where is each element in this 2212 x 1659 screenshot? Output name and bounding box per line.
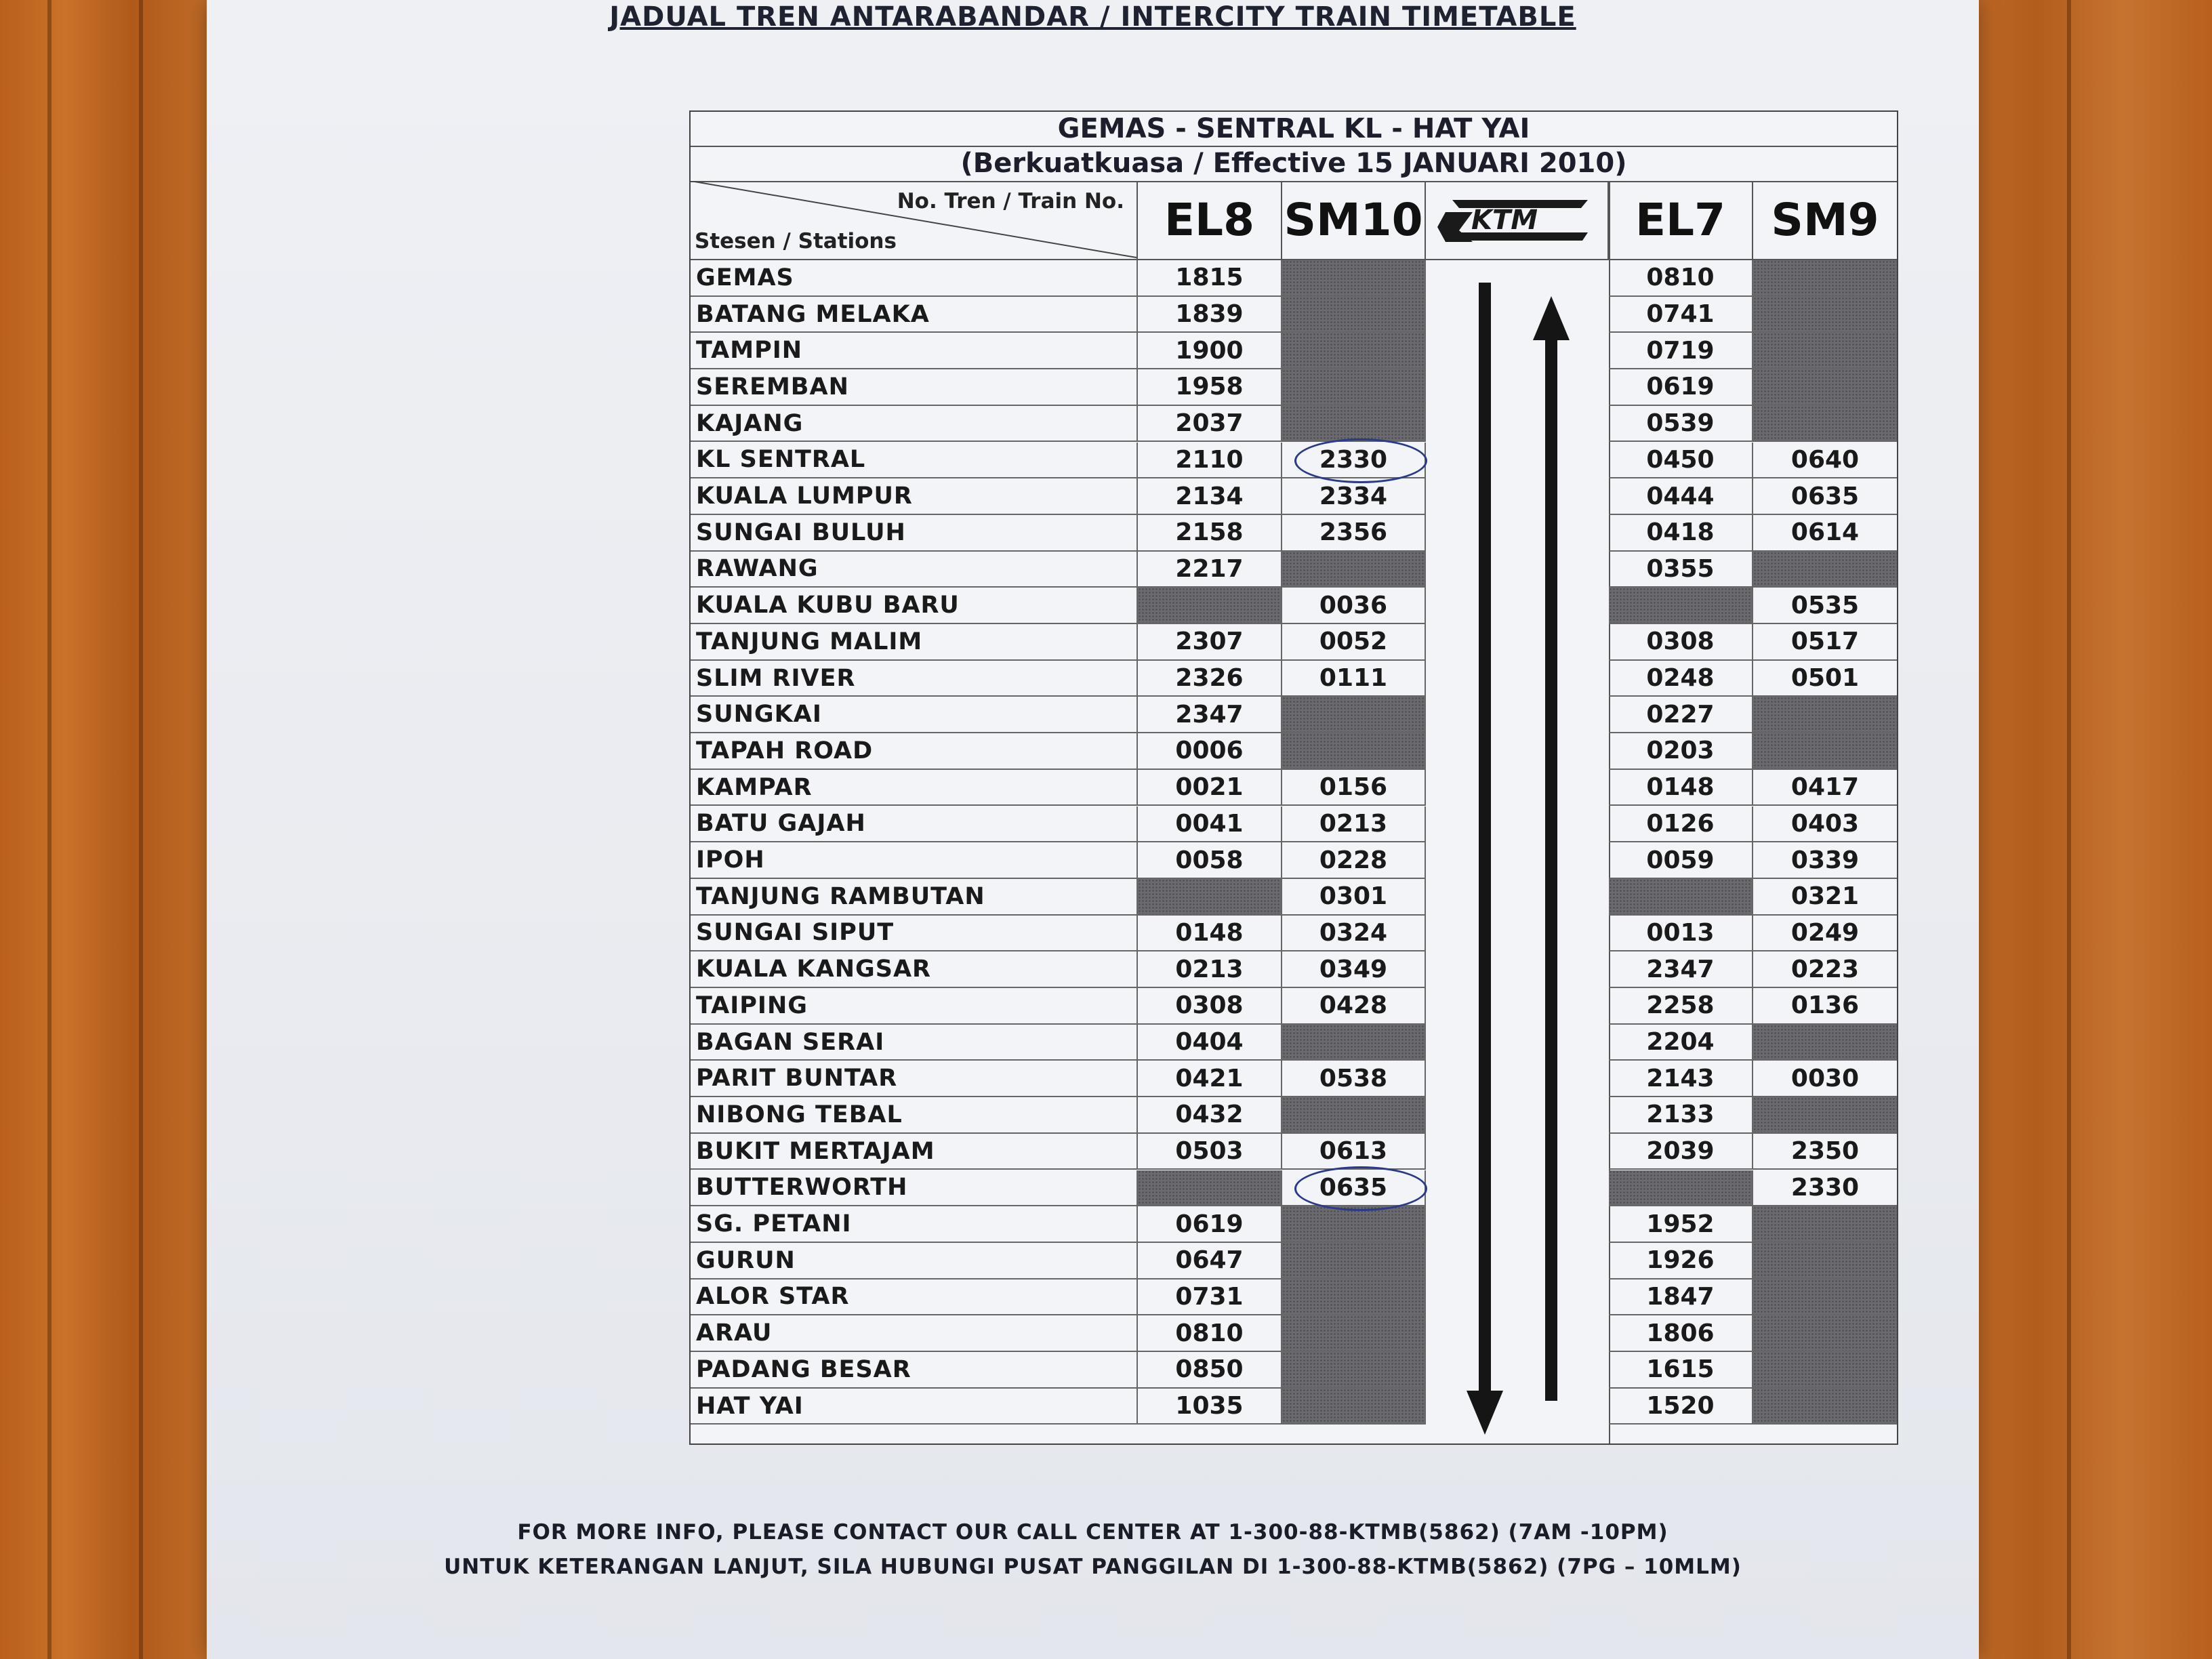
station-name: KL SENTRAL (691, 443, 1138, 479)
time-sm9: 0614 (1753, 515, 1897, 552)
time-sm10 (1282, 697, 1426, 733)
train-sm10: SM10 (1284, 194, 1423, 246)
time-sm10 (1282, 1315, 1426, 1352)
table-row (691, 406, 1897, 443)
time-el8: 2110 (1138, 443, 1282, 479)
time-sm9 (1753, 552, 1897, 588)
time-sm9 (1753, 1389, 1897, 1425)
time-el8: 0503 (1138, 1134, 1282, 1170)
table-row (691, 733, 1897, 770)
time-el8: 2326 (1138, 661, 1282, 697)
table-row (691, 260, 1897, 297)
station-name: NIBONG TEBAL (691, 1097, 1138, 1134)
station-name: TANJUNG RAMBUTAN (691, 879, 1138, 916)
train-sm9: SM9 (1771, 194, 1879, 246)
time-sm10: 0538 (1282, 1061, 1426, 1097)
time-el7: 2143 (1609, 1061, 1753, 1097)
time-el7: 1520 (1609, 1389, 1753, 1425)
time-el8: 0021 (1138, 770, 1282, 806)
time-el7: 0418 (1609, 515, 1753, 552)
time-sm9: 0136 (1753, 988, 1897, 1025)
table-row (691, 806, 1897, 843)
table-row (691, 1243, 1897, 1279)
time-sm10: 0052 (1282, 624, 1426, 661)
station-label: Stesen / Stations (695, 229, 897, 253)
station-name: KUALA LUMPUR (691, 478, 1138, 515)
time-el7: 0059 (1609, 842, 1753, 879)
header-el7 (1609, 181, 1753, 260)
time-el7: 0308 (1609, 624, 1753, 661)
time-sm9 (1753, 1206, 1897, 1243)
time-el7: 0539 (1609, 406, 1753, 443)
time-el7: 1615 (1609, 1352, 1753, 1389)
circle-kl-sentral-sm10 (1294, 438, 1427, 483)
time-el7: 0444 (1609, 478, 1753, 515)
time-sm10: 2330 (1282, 443, 1426, 479)
time-sm9 (1753, 697, 1897, 733)
time-sm10 (1282, 1279, 1426, 1316)
time-el8: 0058 (1138, 842, 1282, 879)
time-el8: 0404 (1138, 1025, 1282, 1061)
time-el8: 0850 (1138, 1352, 1282, 1389)
table-row (691, 478, 1897, 515)
time-el7: 1926 (1609, 1243, 1753, 1279)
time-el7: 1952 (1609, 1206, 1753, 1243)
time-sm9 (1753, 733, 1897, 770)
time-el7: 2347 (1609, 951, 1753, 988)
station-name: GURUN (691, 1243, 1138, 1279)
time-sm10 (1282, 1243, 1426, 1279)
time-el8: 2347 (1138, 697, 1282, 733)
station-name: KUALA KANGSAR (691, 951, 1138, 988)
table-row (691, 1025, 1897, 1061)
time-sm9 (1753, 406, 1897, 443)
table-row (691, 1389, 1897, 1425)
time-el8: 1815 (1138, 260, 1282, 297)
time-sm10: 0324 (1282, 916, 1426, 952)
table-row (691, 661, 1897, 697)
station-name: SG. PETANI (691, 1206, 1138, 1243)
table-row (691, 697, 1897, 733)
station-name: SUNGAI BULUH (691, 515, 1138, 552)
station-name: BUTTERWORTH (691, 1170, 1138, 1207)
time-sm10 (1282, 1206, 1426, 1243)
table-row (691, 1279, 1897, 1316)
station-name: BAGAN SERAI (691, 1025, 1138, 1061)
time-el8: 0041 (1138, 806, 1282, 843)
time-sm10: 0428 (1282, 988, 1426, 1025)
table-row (691, 916, 1897, 952)
station-name: KAJANG (691, 406, 1138, 443)
time-el7: 0148 (1609, 770, 1753, 806)
time-sm9 (1753, 1243, 1897, 1279)
time-sm10: 0213 (1282, 806, 1426, 843)
table-row (691, 297, 1897, 333)
time-sm9 (1753, 297, 1897, 333)
station-name: HAT YAI (691, 1389, 1138, 1425)
table-row (691, 1206, 1897, 1243)
time-el8: 0432 (1138, 1097, 1282, 1134)
time-el7: 2039 (1609, 1134, 1753, 1170)
station-name: ARAU (691, 1315, 1138, 1352)
circle-butterworth-sm10 (1294, 1166, 1427, 1211)
table-row (691, 515, 1897, 552)
time-sm10 (1282, 260, 1426, 297)
time-el7 (1609, 1170, 1753, 1207)
time-sm9 (1753, 1279, 1897, 1316)
time-sm10: 0635 (1282, 1170, 1426, 1207)
time-el8: 2217 (1138, 552, 1282, 588)
time-el7: 0013 (1609, 916, 1753, 952)
train-el8: EL8 (1164, 194, 1255, 246)
station-name: TANJUNG MALIM (691, 624, 1138, 661)
time-el8: 0619 (1138, 1206, 1282, 1243)
time-sm9: 0321 (1753, 879, 1897, 916)
timetable (689, 110, 1898, 1445)
time-el8: 2037 (1138, 406, 1282, 443)
time-el8: 2134 (1138, 478, 1282, 515)
time-sm9 (1753, 1025, 1897, 1061)
time-sm10: 0228 (1282, 842, 1426, 879)
time-el7: 1847 (1609, 1279, 1753, 1316)
time-el7: 0248 (1609, 661, 1753, 697)
time-sm10 (1282, 1352, 1426, 1389)
station-name: PADANG BESAR (691, 1352, 1138, 1389)
time-el8 (1138, 588, 1282, 624)
train-el7: EL7 (1635, 194, 1726, 246)
station-name: TAIPING (691, 988, 1138, 1025)
station-name: SUNGKAI (691, 697, 1138, 733)
ktm-logo-text: KTM (1471, 204, 1538, 236)
timetable-paper (207, 0, 1979, 1659)
table-row (691, 552, 1897, 588)
time-sm9 (1753, 1097, 1897, 1134)
time-el8: 0006 (1138, 733, 1282, 770)
table-row (691, 333, 1897, 369)
header-el8 (1138, 181, 1282, 260)
time-el7: 0619 (1609, 369, 1753, 406)
time-sm9: 0339 (1753, 842, 1897, 879)
table-row (691, 1170, 1897, 1207)
table-row (691, 842, 1897, 879)
table-row (691, 1097, 1897, 1134)
station-name: BUKIT MERTAJAM (691, 1134, 1138, 1170)
table-row (691, 1315, 1897, 1352)
time-sm9: 0501 (1753, 661, 1897, 697)
time-sm10 (1282, 733, 1426, 770)
time-sm10: 2334 (1282, 478, 1426, 515)
station-name: IPOH (691, 842, 1138, 879)
time-el7 (1609, 588, 1753, 624)
time-el8: 0647 (1138, 1243, 1282, 1279)
time-sm9: 0223 (1753, 951, 1897, 988)
footer-info-en: FOR MORE INFO, PLEASE CONTACT OUR CALL CENTER AT 1-300-88-KTMB(5862) (7AM -10PM) (517, 1520, 1668, 1544)
table-row (691, 1134, 1897, 1170)
time-el8: 0148 (1138, 916, 1282, 952)
time-el7: 0741 (1609, 297, 1753, 333)
time-el7: 0227 (1609, 697, 1753, 733)
time-sm10: 0156 (1282, 770, 1426, 806)
station-name: BATANG MELAKA (691, 297, 1138, 333)
table-row (691, 988, 1897, 1025)
station-name: KUALA KUBU BARU (691, 588, 1138, 624)
time-sm9: 0403 (1753, 806, 1897, 843)
table-row (691, 588, 1897, 624)
effective-date: (Berkuatkuasa / Effective 15 JANUARI 2010) (691, 146, 1897, 182)
time-el8: 2307 (1138, 624, 1282, 661)
time-el8: 1958 (1138, 369, 1282, 406)
table-row (691, 1061, 1897, 1097)
time-sm10 (1282, 369, 1426, 406)
table-row (691, 369, 1897, 406)
time-el8 (1138, 1170, 1282, 1207)
time-sm10 (1282, 1389, 1426, 1425)
time-el7: 0810 (1609, 260, 1753, 297)
time-sm9 (1753, 333, 1897, 369)
time-el7: 0126 (1609, 806, 1753, 843)
header-sm9 (1753, 181, 1897, 260)
time-el7: 2258 (1609, 988, 1753, 1025)
time-sm10: 0111 (1282, 661, 1426, 697)
station-name: PARIT BUNTAR (691, 1061, 1138, 1097)
time-el7: 1806 (1609, 1315, 1753, 1352)
time-sm9 (1753, 260, 1897, 297)
time-el8: 1900 (1138, 333, 1282, 369)
time-sm10: 0613 (1282, 1134, 1426, 1170)
table-row (691, 879, 1897, 916)
time-sm10 (1282, 333, 1426, 369)
station-name: BATU GAJAH (691, 806, 1138, 843)
station-name: SEREMBAN (691, 369, 1138, 406)
time-el7: 0355 (1609, 552, 1753, 588)
time-sm9 (1753, 1352, 1897, 1389)
time-el7 (1609, 879, 1753, 916)
time-el8 (1138, 879, 1282, 916)
table-row (691, 1352, 1897, 1389)
time-sm10: 0349 (1282, 951, 1426, 988)
table-row (691, 770, 1897, 806)
station-name: TAMPIN (691, 333, 1138, 369)
document-title: JADUAL TREN ANTARABANDAR / INTERCITY TRAIN TIMETABLE (609, 1, 1576, 33)
time-el8: 1839 (1138, 297, 1282, 333)
time-sm9: 2330 (1753, 1170, 1897, 1207)
header-sm10 (1282, 181, 1426, 260)
table-row (691, 951, 1897, 988)
time-el8: 0421 (1138, 1061, 1282, 1097)
time-el8: 0213 (1138, 951, 1282, 988)
time-el8: 0810 (1138, 1315, 1282, 1352)
station-name: SUNGAI SIPUT (691, 916, 1138, 952)
time-sm10: 0036 (1282, 588, 1426, 624)
time-sm9: 0517 (1753, 624, 1897, 661)
time-sm10 (1282, 1025, 1426, 1061)
header-corner (691, 181, 1138, 260)
station-name: KAMPAR (691, 770, 1138, 806)
time-sm9: 0417 (1753, 770, 1897, 806)
time-sm9 (1753, 1315, 1897, 1352)
time-el7: 0719 (1609, 333, 1753, 369)
time-el7: 0203 (1609, 733, 1753, 770)
time-sm9 (1753, 369, 1897, 406)
time-sm9: 0635 (1753, 478, 1897, 515)
station-name: GEMAS (691, 260, 1138, 297)
time-sm9: 0249 (1753, 916, 1897, 952)
station-name: TAPAH ROAD (691, 733, 1138, 770)
time-el8: 1035 (1138, 1389, 1282, 1425)
wood-seam-right (2067, 0, 2071, 1659)
time-sm10: 0301 (1282, 879, 1426, 916)
time-el8: 2158 (1138, 515, 1282, 552)
table-row (691, 443, 1897, 479)
time-sm9: 2350 (1753, 1134, 1897, 1170)
footer-info-ms: UNTUK KETERANGAN LANJUT, SILA HUBUNGI PUSAT PANGGILAN DI 1-300-88-KTMB(5862) (7PG – 10MLM) (444, 1555, 1742, 1579)
wood-seam-left (47, 0, 52, 1659)
time-sm9: 0030 (1753, 1061, 1897, 1097)
route-title: GEMAS - SENTRAL KL - HAT YAI (691, 112, 1897, 147)
time-sm10: 2356 (1282, 515, 1426, 552)
station-name: RAWANG (691, 552, 1138, 588)
time-el7: 2133 (1609, 1097, 1753, 1134)
station-name: SLIM RIVER (691, 661, 1138, 697)
time-sm10 (1282, 297, 1426, 333)
time-sm10 (1282, 552, 1426, 588)
time-el7: 2204 (1609, 1025, 1753, 1061)
time-el7: 0450 (1609, 443, 1753, 479)
time-sm10 (1282, 1097, 1426, 1134)
time-sm9: 0640 (1753, 443, 1897, 479)
time-sm9: 0535 (1753, 588, 1897, 624)
wood-seam-left-2 (139, 0, 143, 1659)
table-row (691, 624, 1897, 661)
time-sm10 (1282, 406, 1426, 443)
time-el8: 0308 (1138, 988, 1282, 1025)
station-name: ALOR STAR (691, 1279, 1138, 1316)
train-no-label: No. Tren / Train No. (897, 189, 1124, 213)
time-el8: 0731 (1138, 1279, 1282, 1316)
